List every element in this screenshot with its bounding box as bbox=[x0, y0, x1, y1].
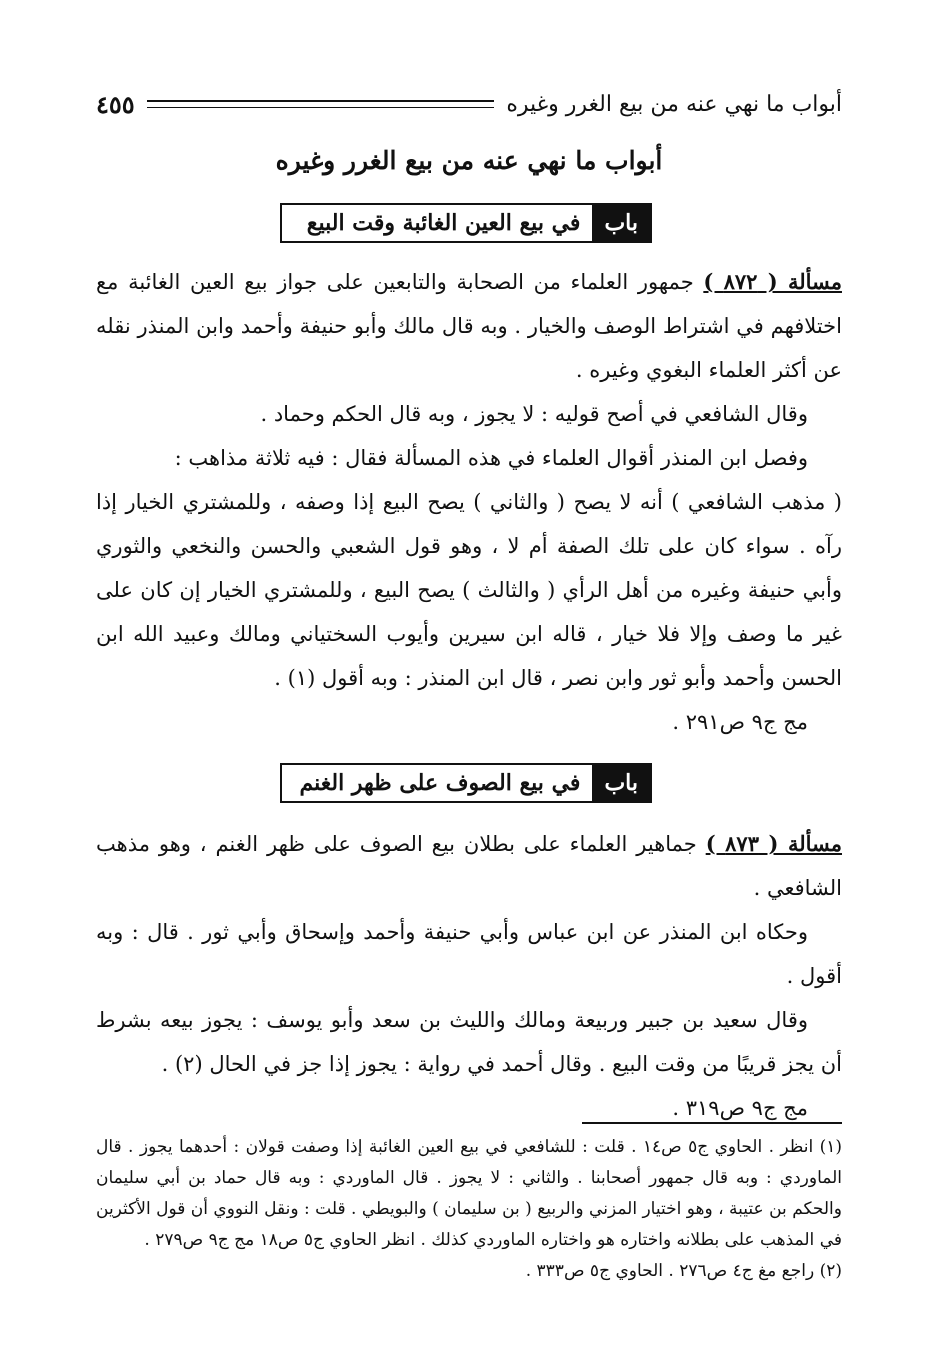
footnotes bbox=[96, 1132, 842, 1287]
reference: مج ج٩ ص٣١٩ . bbox=[672, 1096, 808, 1120]
footnote-rule bbox=[582, 1122, 842, 1124]
paragraph: وقال الشافعي في أصح قوليه : لا يجوز ، وبه قال الحكم وحماد . bbox=[260, 402, 808, 426]
footnote-2: (٢) راجع مغ ج٤ ص٢٧٦ . الحاوي ج٥ ص٣٣٣ . bbox=[525, 1261, 842, 1281]
section-2-body bbox=[96, 822, 842, 1130]
bab-label: باب bbox=[592, 765, 650, 801]
running-header bbox=[96, 86, 842, 122]
header-rule bbox=[147, 100, 495, 108]
bab-title: في بيع الصوف على ظهر الغنم bbox=[299, 770, 581, 796]
paragraph: ( مذهب الشافعي ) أنه لا يصح ( والثاني ) يصح البيع إذا وصفه ، وللمشتري الخيار إذا رآه . سواء كان على تلك الصفة أم لا ، وهو قول الشعبي والحسن والنخعي والثوري وأبي حنيفة وغيره من أهل الرأي ( والثالث ) يصح البيع ، وللمشتري الخيار إن كان على غير ما وصف وإلا فلا خيار ، قاله ابن سيرين وأيوب السختياني ومالك وعبيد الله ابن الحسن وأحمد وأبو ثور وابن نصر ، قال ابن المنذر : وبه أقول (١) . bbox=[96, 490, 842, 690]
masala-label: مسألة ( ٨٧٣ ) bbox=[705, 831, 842, 856]
reference: مج ج٩ ص٢٩١ . bbox=[672, 710, 808, 734]
section-1-body bbox=[96, 260, 842, 744]
masala-paragraph bbox=[96, 260, 842, 392]
running-title: أبواب ما نهي عنه من بيع الغرر وغيره bbox=[506, 91, 842, 117]
paragraph: وحكاه ابن المنذر عن ابن عباس وأبي حنيفة وأحمد وإسحاق وأبي ثور . قال : وبه أقول . bbox=[96, 920, 842, 988]
masala-text: جمهور العلماء من الصحابة والتابعين على جواز بيع العين الغائبة مع اختلافهم في اشتراط الوصف والخيار . وبه قال مالك وأبو حنيفة وأحمد وابن المنذر نقله عن أكثر العلماء البغوي وغيره . bbox=[96, 270, 842, 382]
footnote-1: (١) انظر . الحاوي ج٥ ص١٤ . قلت : للشافعي في بيع العين الغائبة إذا وصفت قولان : أحدهما يجوز . قال الماوردي : وبه قال جمهور أصحابنا . والثاني : لا يجوز . قال الماوردي : وبه قال حماد بن أبي سليمان والحكم بن عتيبة ، وهو اختيار المزني والربيع ( بن سليمان ) والبويطي . قلت : ونقل النووي أن قول الأكثرين في المذهب على بطلانه واختاره هو واختاره الماوردي كذلك . انظر الحاوي ج٥ ص١٨ مج ج٩ ص٢٧٩ . bbox=[96, 1137, 842, 1250]
bab-label: باب bbox=[592, 205, 650, 241]
paragraph: وقال سعيد بن جبير وربيعة ومالك والليث بن سعد وأبو يوسف : يجوز بيعه بشرط أن يجز قريبًا من وقت البيع . وقال أحمد في رواية : يجوز إذا جز في الحال (٢) . bbox=[96, 1008, 842, 1076]
masala-label: مسألة ( ٨٧٢ ) bbox=[703, 269, 842, 294]
page-number: ٤٥٥ bbox=[96, 89, 135, 119]
bab-title: في بيع العين الغائبة وقت البيع bbox=[306, 210, 581, 236]
chapter-title: أبواب ما نهي عنه من بيع الغرر وغيره bbox=[275, 146, 663, 175]
section-heading-2 bbox=[280, 763, 652, 803]
masala-paragraph bbox=[96, 822, 842, 910]
paragraph: وفصل ابن المنذر أقوال العلماء في هذه المسألة فقال : فيه ثلاثة مذاهب : bbox=[174, 446, 808, 470]
section-heading-1 bbox=[280, 203, 652, 243]
masala-text: جماهير العلماء على بطلان بيع الصوف على ظهر الغنم ، وهو مذهب الشافعي . bbox=[96, 832, 842, 900]
